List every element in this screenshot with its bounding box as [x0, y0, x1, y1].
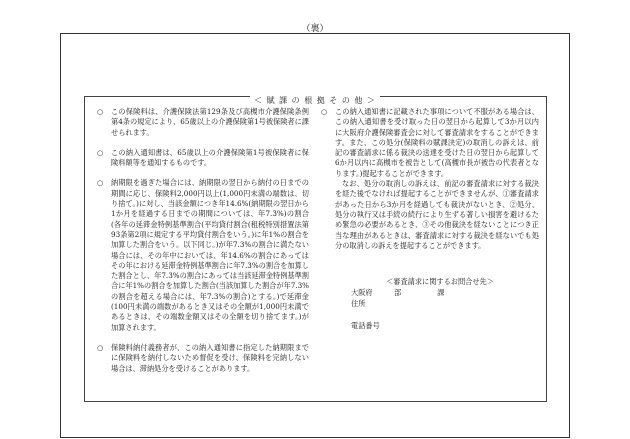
bullet-mark: ○ — [321, 107, 328, 116]
appeal-paragraph: この納入通知書に記載された事項について不服がある場合は、この納入通知書を受け取った日の翌日から起算して3か月以内に大阪府介護保険審査会に対して審査請求をすることができます。また、この処分(保険料の賦課決定)の取消しの訴えは、前記の審査請求に係る裁決の送達を受けた日の翌日から起算して6か月以内に高槻市を被告として(高槻市長が被告の代表者となります。)提起することができます。 — [335, 107, 539, 178]
list-item — [97, 343, 309, 374]
contact-title: ＜審査請求に関するお問合せ先＞ — [386, 277, 494, 286]
left-column — [97, 107, 309, 384]
contact-block — [345, 276, 535, 331]
bullet-mark: ○ — [97, 342, 104, 352]
item-body — [335, 107, 539, 251]
list-item — [97, 178, 309, 332]
bullet-mark: ○ — [97, 178, 104, 188]
right-column — [321, 107, 539, 261]
contact-address: 住所 — [351, 299, 366, 308]
section-heading: ＜ 賦 課 の 根 拠 そ の 他 ＞ — [0, 88, 630, 107]
bullet-mark: ○ — [97, 147, 104, 157]
lawsuit-paragraph: なお、処分の取消しの訴えは、前記の審査請求に対する裁決を経た後でなければ提起することができませんが、①審査請求があった日から3か月を経過しても裁決がないとき、②処分、処分の執行又は手続の続行により生ずる著しい損害を避けるため緊急の必要があるとき、③その他裁決を経ないことにつき正当な理由があるときは、審査請求に対する裁決を経ないでも処分の取消しの訴えを提起することができます。 — [335, 179, 539, 250]
item-text: 納期限を過ぎた場合には、納期限の翌日から納付の日までの期間に応じ、保険料2,000円以上(1,000円未満の端数は、切り捨て。)に対し、当該金額につき年14.6%(納期限の翌日から1か月を経過する日までの期間については、年7.3%)の割合(各年の延滞金特例基準割合(平均貸付割合(租税特別措置法第93条第2項に規定する平均貸付割合をいう。)に年1%の割合を加算した割合をいう。以下同じ。)が年7.3%の割合に満たない場合には、その年中においては、年14.6%の割合にあってはその年における延滞金特例基準割合に年7.3%の割合を加算した割合とし、年7.3%の割合にあっては当該延滞金特例基準割合に年1%の割合を加算した割合(当該加算した割合が年7.3%の割合を超える場合には、年7.3%の割合)とする。)で延滞金(100円未満の端数があるとき又はその全額が1,000円未満であるときは、その端数金額又はその全額を切り捨てます。)が加算されます。 — [111, 178, 309, 332]
contact-phone: 電話番号 — [351, 321, 380, 330]
list-item — [97, 148, 309, 169]
page-side-label: （裏） — [301, 24, 329, 34]
item-text: 保険料納付義務者が、この納入通知書に指定した納期限までに保険料を納付しないため督促を受け、保険料を完納しない場合は、滞納処分を受けることがあります。 — [111, 342, 309, 373]
item-text: この納入通知書は、65歳以上の介護保険第1号被保険者に保険料額等を通知するものです。 — [111, 147, 309, 168]
list-item — [97, 107, 309, 138]
bullet-mark: ○ — [97, 107, 104, 116]
list-item — [321, 107, 539, 251]
contact-dept: 大阪府 部 課 — [351, 288, 445, 297]
item-text: この保険料は、介護保険法第129条及び高槻市介護保険条例第4条の規定により、65歳以上の介護保険第1号被保険者に課せられます。 — [111, 107, 309, 137]
